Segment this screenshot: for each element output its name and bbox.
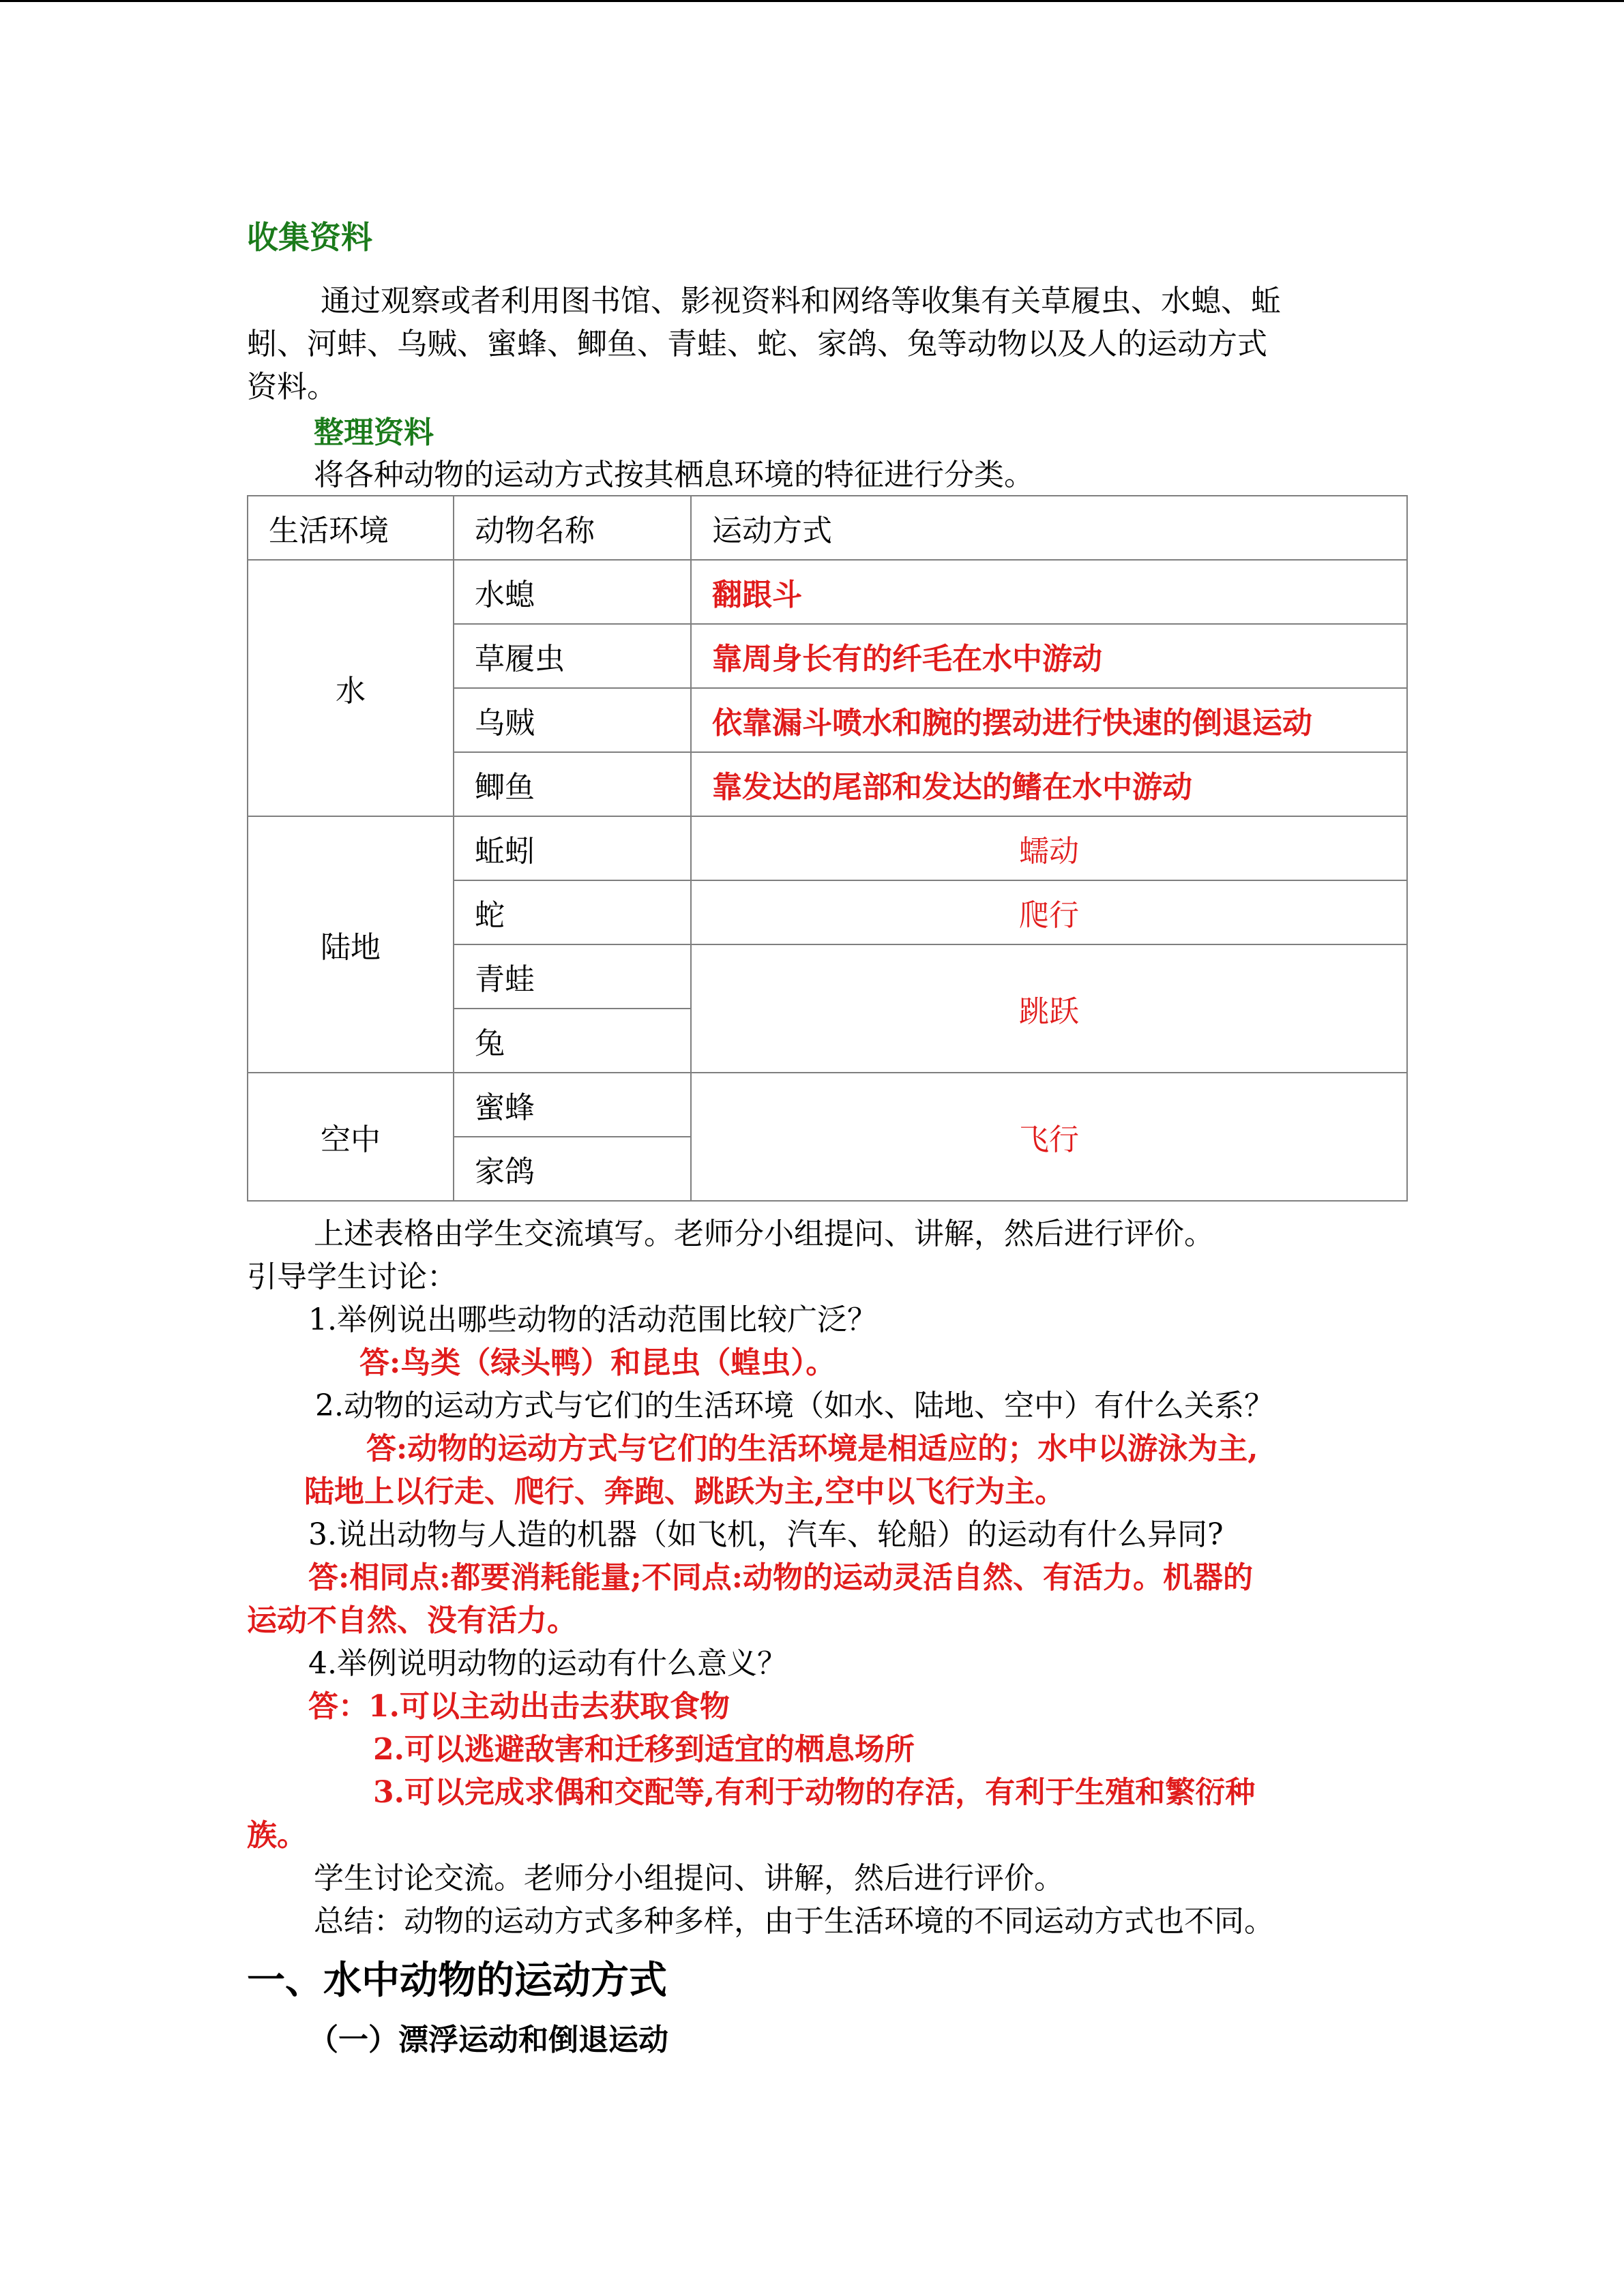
collect-para-line1: 通过观察或者利用图书馆、影视资料和网络等收集有关草履虫、水螅、蚯 xyxy=(321,284,1281,318)
header-animal: 动物名称 xyxy=(454,496,691,560)
table-row xyxy=(248,1073,1407,1137)
movement-jump: 跳跃 xyxy=(691,944,1407,1073)
table-header-row xyxy=(248,496,1407,560)
organize-intro-block xyxy=(247,453,1480,496)
movement-cell: 蠕动 xyxy=(691,816,1407,880)
movement-cell: 依靠漏斗喷水和腕的摆动进行快速的倒退运动 xyxy=(691,688,1407,752)
answer-2-line1: 答:动物的运动方式与它们的生活环境是相适应的；水中以游泳为主, xyxy=(366,1431,1258,1466)
habitat-table xyxy=(247,495,1408,1202)
animal-cell: 蛇 xyxy=(454,880,691,944)
env-water: 水 xyxy=(248,560,454,816)
animal-cell: 乌贼 xyxy=(454,688,691,752)
guide-label: 引导学生讨论： xyxy=(247,1259,457,1294)
animal-cell: 蜜蜂 xyxy=(454,1073,691,1137)
animal-cell: 草履虫 xyxy=(454,624,691,688)
collect-para-line3: 资料。 xyxy=(247,370,337,404)
collect-title: 收集资料 xyxy=(247,219,372,256)
header-movement: 运动方式 xyxy=(691,496,1407,560)
question-3: 3.说出动物与人造的机器（如飞机，汽车、轮船）的运动有什么异同? xyxy=(308,1517,1224,1552)
answer-3-line2: 运动不自然、没有活力。 xyxy=(247,1603,577,1638)
header-environment: 生活环境 xyxy=(248,496,454,560)
animal-cell: 蚯蚓 xyxy=(454,816,691,880)
organize-section xyxy=(247,408,1480,451)
animal-cell: 水螅 xyxy=(454,560,691,624)
answer-3-line1: 答:相同点:都要消耗能量;不同点:动物的运动灵活自然、有活力。机器的 xyxy=(308,1560,1253,1595)
answer-4-item2: 2.可以逃避敌害和迁移到适宜的栖息场所 xyxy=(373,1732,915,1767)
movement-cell: 翻跟斗 xyxy=(691,560,1407,624)
top-border-line xyxy=(0,0,1624,2)
movement-cell: 靠周身长有的纤毛在水中游动 xyxy=(691,624,1407,688)
question-1: 1.举例说出哪些动物的活动范围比较广泛？ xyxy=(308,1302,877,1337)
discussion-note: 学生讨论交流。老师分小组提问、讲解，然后进行评价。 xyxy=(314,1861,1064,1896)
table-row xyxy=(248,560,1407,624)
summary: 总结：动物的运动方式多种多样，由于生活环境的不同运动方式也不同。 xyxy=(314,1904,1274,1939)
collect-section xyxy=(247,213,1413,258)
organize-intro: 将各种动物的运动方式按其栖息环境的特征进行分类。 xyxy=(314,458,1034,492)
answer-4-item1: 答：1.可以主动出击去获取食物 xyxy=(308,1689,730,1724)
organize-title: 整理资料 xyxy=(314,415,434,450)
collect-paragraph xyxy=(247,280,1413,408)
movement-cell: 靠发达的尾部和发达的鳍在水中游动 xyxy=(691,752,1407,816)
env-land: 陆地 xyxy=(248,816,454,1073)
question-2: 2.动物的运动方式与它们的生活环境（如水、陆地、空中）有什么关系？ xyxy=(315,1388,1274,1423)
animal-cell: 家鸽 xyxy=(454,1137,691,1201)
after-table-note: 上述表格由学生交流填写。老师分小组提问、讲解，然后进行评价。 xyxy=(314,1217,1214,1251)
question-4: 4.举例说明动物的运动有什么意义？ xyxy=(308,1646,787,1681)
animal-cell: 兔 xyxy=(454,1009,691,1073)
collect-para-line2: 蚓、河蚌、乌贼、蜜蜂、鲫鱼、青蛙、蛇、家鸽、兔等动物以及人的运动方式 xyxy=(247,327,1267,361)
movement-fly: 飞行 xyxy=(691,1073,1407,1201)
answer-2-line2: 陆地上以行走、爬行、奔跑、跳跃为主,空中以飞行为主。 xyxy=(304,1474,1065,1509)
section-heading-block xyxy=(247,1950,1413,2005)
subsection-block xyxy=(247,2018,1475,2061)
env-air: 空中 xyxy=(248,1073,454,1201)
answer-4-item3-line2: 族。 xyxy=(247,1818,307,1853)
table-row xyxy=(248,816,1407,880)
section-1-heading: 一、水中动物的运动方式 xyxy=(247,1958,667,2003)
answer-4-item3-line1: 3.可以完成求偶和交配等,有利于动物的存活，有利于生殖和繁衍种 xyxy=(373,1775,1256,1810)
movement-cell: 爬行 xyxy=(691,880,1407,944)
discussion-block xyxy=(247,1212,1413,1943)
animal-cell: 鲫鱼 xyxy=(454,752,691,816)
subsection-1-heading: （一）漂浮运动和倒退运动 xyxy=(308,2023,668,2057)
animal-cell: 青蛙 xyxy=(454,944,691,1009)
answer-1: 答:鸟类（绿头鸭）和昆虫（蝗虫）。 xyxy=(359,1345,836,1380)
